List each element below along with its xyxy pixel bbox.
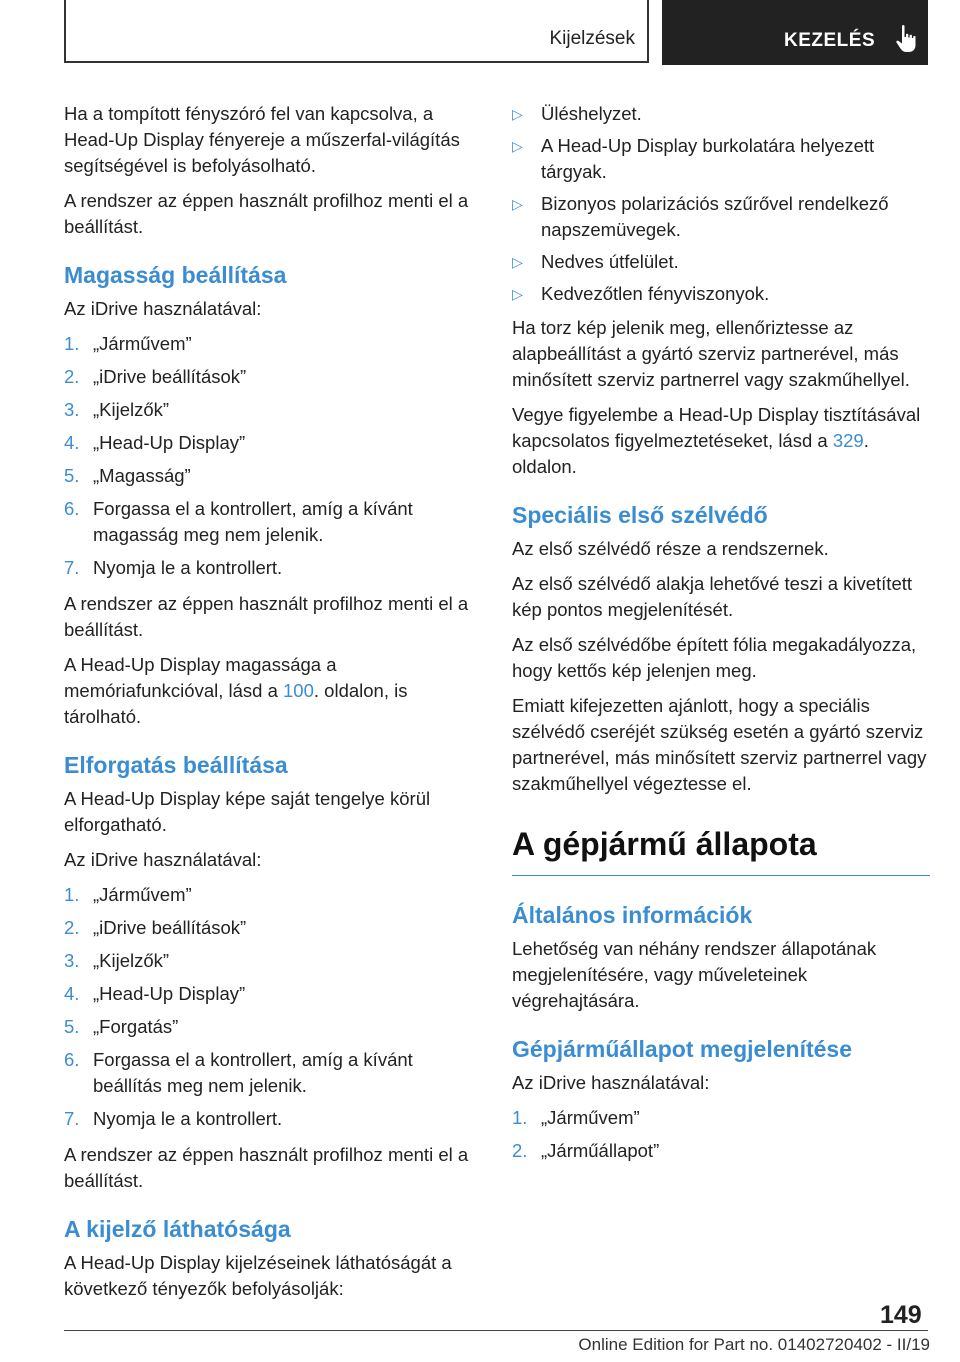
paragraph: Emiatt kifejezetten ajánlott, hogy a speciális szélvédő cseréjét szükség esetén a gyártó szerviz partnerével, más minősített szerviz partnerrel vagy szakműhellyel végeztesse el. [512, 695, 927, 794]
list-item [512, 249, 930, 275]
step-text: „iDrive beállítások” [93, 366, 247, 387]
list-item [512, 101, 930, 127]
step-text: „Kijelzők” [93, 950, 170, 971]
step-text: „Járművem” [541, 1107, 640, 1128]
section-lead: Az iDrive használatával: [512, 1072, 710, 1093]
triangle-bullet-icon: ▷ [512, 138, 523, 154]
list-item [64, 463, 482, 489]
section-title-visibility: A kijelző láthatósága [64, 1216, 291, 1242]
paragraph: A Head-Up Display kijelzéseinek láthatóságát a következő tényezők befolyásolják: [64, 1252, 452, 1299]
text-run: Vegye figyelembe a Head-Up Display tisztításával kapcsolatos figyelmeztetéseket, lásd a [512, 404, 921, 451]
left-column [64, 101, 482, 1311]
triangle-bullet-icon: ▷ [512, 106, 523, 122]
step-number: 4. [64, 983, 80, 1004]
list-item [64, 882, 482, 908]
list-item [64, 1047, 482, 1099]
triangle-bullet-icon: ▷ [512, 254, 523, 270]
header-chapter-title: KEZELÉS [784, 30, 876, 51]
steps-list-vehicle-status [512, 1105, 930, 1164]
step-number: 5. [64, 1016, 80, 1037]
list-item [64, 981, 482, 1007]
list-item [64, 364, 482, 390]
step-number: 2. [64, 366, 80, 387]
step-number: 7. [64, 557, 80, 578]
list-item [512, 191, 930, 243]
text-run: . oldalon, is tárolható. [64, 680, 408, 727]
header-chapter-box [662, 0, 928, 65]
paragraph: Az első szélvédő alakja lehetővé teszi a kivetített kép pontos megjelenítését. [512, 573, 913, 620]
list-item [64, 496, 482, 548]
step-text: Nyomja le a kontrollert. [93, 557, 283, 578]
bullet-text: Bizonyos polarizációs szűrővel rendelkező napszemüvegek. [541, 193, 889, 240]
list-item [64, 1014, 482, 1040]
step-text: „Járművem” [93, 884, 192, 905]
list-item [64, 397, 482, 423]
step-number: 6. [64, 1049, 80, 1070]
step-text: „Kijelzők” [93, 399, 170, 420]
section-title-height: Magasság beállítása [64, 262, 287, 288]
step-number: 4. [64, 432, 80, 453]
step-number: 1. [512, 1107, 528, 1128]
triangle-bullet-icon: ▷ [512, 196, 523, 212]
bullet-text: Üléshelyzet. [541, 103, 642, 124]
list-item [64, 555, 482, 581]
step-number: 1. [64, 884, 80, 905]
list-item [64, 915, 482, 941]
paragraph: Lehetőség van néhány rendszer állapotának megjelenítésére, vagy műveleteinek végrehajtására. [512, 938, 877, 1011]
section-title-general-info: Általános információk [512, 902, 753, 928]
bullet-text: A Head-Up Display burkolatára helyezett tárgyak. [541, 135, 875, 182]
hand-pointer-icon [894, 24, 918, 54]
step-text: „Járműállapot” [541, 1140, 660, 1161]
paragraph: Az első szélvédő része a rendszernek. [512, 538, 829, 559]
header-section-box [64, 0, 649, 63]
step-text: Forgassa el a kontrollert, amíg a kívánt beállítás meg nem jelenik. [93, 1049, 413, 1096]
step-number: 6. [64, 498, 80, 519]
step-text: Forgassa el a kontrollert, amíg a kívánt magasság meg nem jelenik. [93, 498, 413, 545]
text-run: A Head-Up Display magassága a memóriafunkcióval, lásd a [64, 654, 337, 701]
step-number: 3. [64, 399, 80, 420]
section-lead: Az iDrive használatával: [64, 849, 262, 870]
paragraph: Ha torz kép jelenik meg, ellenőriztesse az alapbeállítást a gyártó szerviz partnerével, más minősített szerviz partnerrel vagy szakműhellyel. [512, 317, 910, 390]
paragraph: Az első szélvédőbe épített fólia megakadályozza, hogy kettős kép jelenjen meg. [512, 634, 917, 681]
list-item [512, 133, 930, 185]
step-number: 2. [512, 1140, 528, 1161]
step-number: 1. [64, 333, 80, 354]
step-text: „Head-Up Display” [93, 432, 246, 453]
step-text: „Forgatás” [93, 1016, 179, 1037]
page-number: 149 [880, 1301, 922, 1329]
paragraph: A rendszer az éppen használt profilhoz menti el a beállítást. [64, 593, 469, 640]
step-number: 5. [64, 465, 80, 486]
footer-edition: Online Edition for Part no. 01402720402 - II/19 [578, 1335, 930, 1354]
footer-divider [64, 1330, 928, 1331]
list-item [64, 430, 482, 456]
list-item [64, 1106, 482, 1132]
step-number: 3. [64, 950, 80, 971]
steps-list-height [64, 331, 482, 581]
list-item [64, 331, 482, 357]
step-text: „iDrive beállítások” [93, 917, 247, 938]
section-title-vehicle-status: Gépjárműállapot megjelenítése [512, 1036, 853, 1062]
paragraph-with-link [512, 402, 930, 480]
paragraph: A rendszer az éppen használt profilhoz menti el a beállítást. [64, 1144, 469, 1191]
visibility-factors-list [512, 101, 930, 307]
header-section-title: Kijelzések [549, 28, 635, 49]
section-lead: Az iDrive használatával: [64, 298, 262, 319]
list-item [512, 281, 930, 307]
section-title-windshield: Speciális első szélvédő [512, 502, 768, 528]
triangle-bullet-icon: ▷ [512, 286, 523, 302]
step-text: „Magasság” [93, 465, 191, 486]
list-item [64, 948, 482, 974]
step-number: 7. [64, 1108, 80, 1129]
page-link[interactable]: 329 [832, 430, 864, 451]
page-link[interactable]: 100 [283, 680, 314, 701]
right-column [512, 101, 930, 1174]
chapter-title: A gépjármű állapota [512, 823, 930, 876]
steps-list-rotation [64, 882, 482, 1132]
step-text: Nyomja le a kontrollert. [93, 1108, 283, 1129]
section-title-rotation: Elforgatás beállítása [64, 752, 288, 778]
bullet-text: Kedvezőtlen fényviszonyok. [541, 283, 770, 304]
step-text: „Járművem” [93, 333, 192, 354]
list-item [512, 1105, 930, 1131]
paragraph-with-link [64, 652, 482, 730]
step-text: „Head-Up Display” [93, 983, 246, 1004]
list-item [512, 1138, 930, 1164]
step-number: 2. [64, 917, 80, 938]
intro-paragraph-2: A rendszer az éppen használt profilhoz menti el a beállítást. [64, 190, 469, 237]
text-run: . oldalon. [512, 430, 869, 477]
intro-paragraph-1: Ha a tompított fényszóró fel van kapcsolva, a Head-Up Display fényereje a műszerfal-világítás segítségével is befolyásolható. [64, 103, 460, 176]
paragraph: A Head-Up Display képe saját tengelye körül elforgatható. [64, 788, 431, 835]
bullet-text: Nedves útfelület. [541, 251, 679, 272]
